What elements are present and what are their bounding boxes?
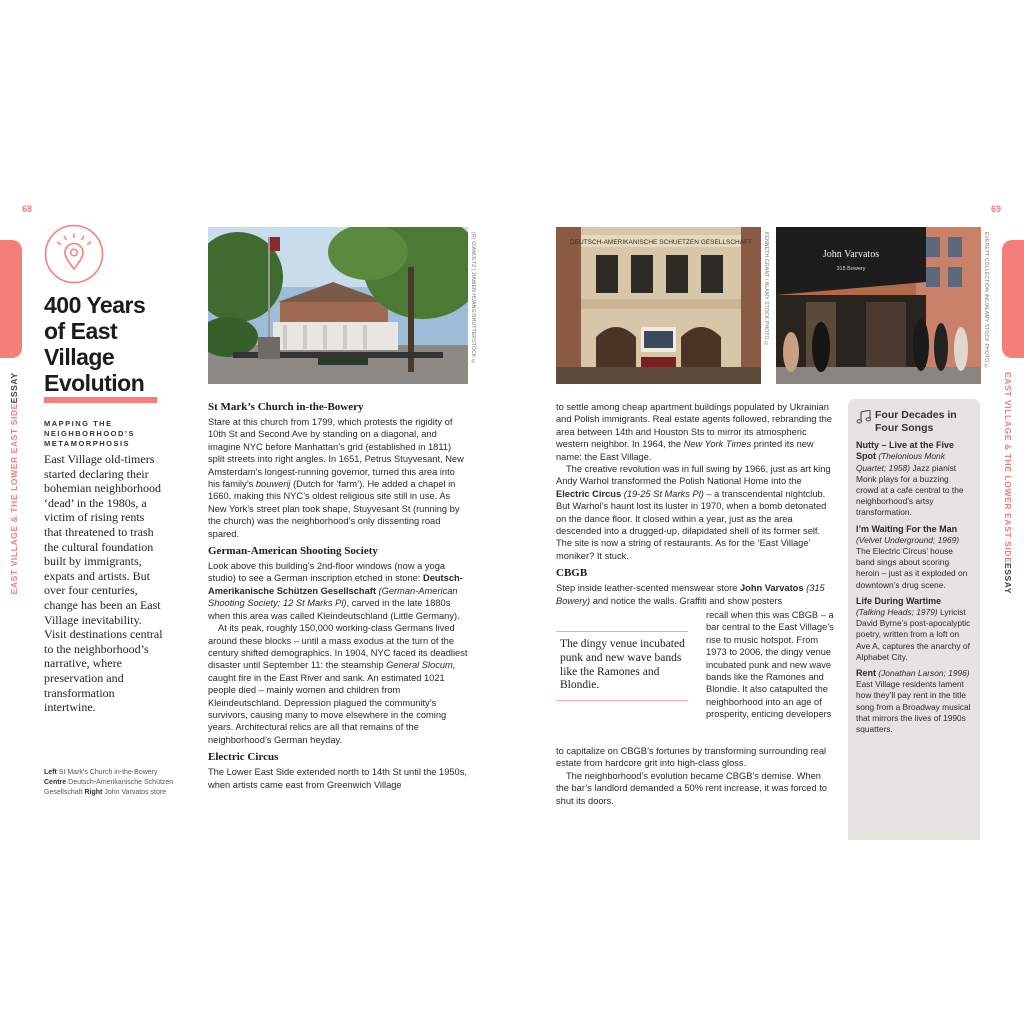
caption-label: Left [44, 769, 57, 776]
section-heading: CBGB [556, 567, 588, 580]
section-heading: German-American Shooting Society [208, 545, 378, 558]
caption-text: St Mark’s Church in-the-Bowery [58, 769, 158, 776]
intro-paragraph: East Village old-timers started declaring their bohemian neighborhood ‘dead’ in the 1980s, a victim of rising rents that threatened to trash the cultural foundation built by immigrants, expats and artists. But over four centuries, change has been an East Village inevitability. Visit destinations central to the neighborhood’s narrative, where preservation and transformation intertwine. [44, 452, 163, 715]
kicker-line: METAMORPHOSIS [44, 439, 131, 448]
body-paragraph: recall when this was CBGB – a bar central to the East Village’s rise to music hotspot. From 1973 to 2006, the dingy venue incubated punk and new wave bands like the Ramones and Blondie. It also catapulted the neighborhood into an age of prosperity, enticing developers [706, 610, 834, 720]
chapter-name: ESSAY [9, 372, 19, 404]
song-entry: Life During Wartime (Talking Heads; 1979) Lyricist David Byrne’s post-apocalyptic poetry, written from a loft on Ave A, captures the anarchy of Alphabet City. [856, 595, 971, 662]
caption-label: Right [84, 789, 103, 796]
photo-captions [44, 768, 184, 798]
caption-label: Centre [44, 779, 67, 786]
title-line: Village [44, 344, 115, 370]
store-sign-text: John Varvatos [822, 249, 880, 260]
song-entry: Nutty – Live at the Five Spot (Thelonious Monk Quartet; 1958) Jazz pianist Monk plays for a buzzing crowd at a cafe central to the neighborhood’s artsy transformation. [856, 440, 964, 518]
body-paragraph: Look above this building’s 2nd-floor windows (now a yoga studio) to see a German inscription etched in stone: Deutsch-Amerikanische Schützen Gesellschaft (German-American Shooting Society; 12 St Marks Pl), carved in the late 1880s when this area was called Kleindeutschland (Little Germany). [208, 561, 463, 621]
songs-sidebar [848, 399, 980, 840]
body-paragraph: The creative revolution was in full swing by 1966, just as art king Andy Warhol transformed the Polish National Home into the Electric Circus (19-25 St Marks Pl) – a transcendental nightclub. But Warhol’s haunt lost its luster in 1970, when a bomb detonated on the dance floor. It closed within a year, just as the area descended into a drugged-up, dilapidated shell of its former self. The site is now a string of restaurants. As for the ‘East Village’ moniker? It stuck. [556, 464, 831, 561]
song-entry: Rent (Jonathan Larson; 1996) East Village residents lament how they’ll pay rent in the title song from a Broadway musical that mirrors the lives of 1990s squatters. [856, 668, 971, 735]
section-heading: St Mark’s Church in-the-Bowery [208, 401, 364, 413]
title-underline [44, 397, 157, 403]
title-line: Evolution [44, 370, 145, 396]
photo-john-varvatos-store [776, 227, 981, 384]
section-tab-left [0, 240, 22, 358]
building-inscription: DEUTSCH-AMERIKANISCHE SCHUETZEN GESELLSCHAFT [569, 239, 753, 246]
article-column-1 [208, 401, 468, 791]
pull-quote: The dingy venue incubated punk and new wave bands like the Ramones and Blondie. [556, 631, 688, 701]
body-paragraph: Step inside leather-scented menswear store John Varvatos (315 Bowery) and notice the walls. Graffiti and show posters [556, 583, 825, 606]
body-paragraph: The neighborhood’s evolution became CBGB’s demise. When the bar’s landlord demanded a 50% rent increase, it was forced to shut its doors. [556, 770, 827, 806]
kicker [44, 419, 164, 449]
photo-credit: KENNETH GRANT / ALAMY STOCK PHOTO © [763, 232, 769, 348]
body-paragraph: Stare at this church from 1799, which protests the rigidity of 10th St and Second Ave by standing on a diagonal, and imagine NYC before Manhattan’s grid (established in 1811) split streets into right angles. In 1651, Petrus Stuyvesant, New Amsterdam’s longest-running governor, turned this area into his family’s bouwerij (Dutch for ‘farm’). He added a chapel in 1660, making this NYC’s oldest religious site still in use. As New York’s street plan took shape, Stuyvesant St (running by the church) was the neighborhood’s only dissenting road spared. [208, 417, 464, 539]
kicker-line: NEIGHBORHOOD’S [44, 429, 136, 438]
kicker-line: MAPPING THE [44, 419, 113, 428]
title-line: of East [44, 318, 118, 344]
section-label-left [9, 372, 19, 594]
body-paragraph: to capitalize on CBGB’s fortunes by transforming surrounding real estate from hardcore grit into high-class gloss. [556, 746, 827, 769]
music-notes-icon [856, 410, 872, 424]
page-title [44, 292, 174, 396]
sidebar-header [856, 409, 972, 434]
title-line: 400 Years [44, 292, 146, 318]
article-column-2-end [556, 745, 836, 807]
photo-credit: (R) GIANOLTZ | JIAWEN HUANG/SHUTTERSTOCK © [470, 232, 476, 366]
body-paragraph: to settle among cheap apartment buildings populated by Ukrainian and Polish immigrants. Real estate agents followed, rebranding the area between 14th and Houston Sts to mirror its atmospheric western neighbor. In 1964, the New York Times printed its new name: the East Village. [556, 402, 832, 462]
page-number-left: 68 [22, 204, 33, 214]
caption-text: John Varvatos store [104, 789, 167, 796]
photo-shooting-society [556, 227, 761, 384]
section-label-right [1003, 372, 1013, 594]
song-entry: I’m Waiting For the Man (Velvet Underground; 1969) The Electric Circus’ house band sings about scoring heroin – just as it exploded on downtown’s drug scene. [856, 523, 968, 590]
sidebar-title: Four Decades in Four Songs [875, 409, 957, 434]
photo-credit: EVERETT COLLECTION INC/ALAMY STOCK PHOTO © [983, 232, 989, 370]
section-name: EAST VILLAGE & THE LOWER EAST SIDE [1003, 372, 1013, 564]
chapter-name: ESSAY [1003, 563, 1013, 595]
caption-text: Deutsch-Amerikanische Schützen Gesellschaft [44, 779, 174, 796]
article-column-2-wrap [706, 609, 836, 721]
page-number-right: 69 [991, 204, 1002, 214]
article-column-2 [556, 401, 836, 607]
section-tab-right [1002, 240, 1024, 358]
photo-st-marks-church [208, 227, 468, 384]
section-name: EAST VILLAGE & THE LOWER EAST SIDE [9, 403, 19, 595]
location-pin-icon [44, 224, 104, 284]
body-paragraph: The Lower East Side extended north to 14th St until the 1950s, when artists came east from Greenwich Village [208, 767, 467, 790]
section-heading: Electric Circus [208, 751, 279, 764]
body-paragraph: At its peak, roughly 150,000 working-class Germans lived around these blocks – until a mass exodus at the turn of the century shifted demographics. In 1904, NYC faced its deadliest disaster until September 11: the steamship General Slocum, caught fire in the East River and sank. An estimated 1021 people died – mainly women and children from Kleindeutschland. Depression plagued the community’s survivors, causing many to move elsewhere in the coming years. Architectural relics are all that remains of the neighborhood’s German heyday. [208, 623, 468, 745]
store-address-text: 315 Bowery [836, 266, 866, 272]
